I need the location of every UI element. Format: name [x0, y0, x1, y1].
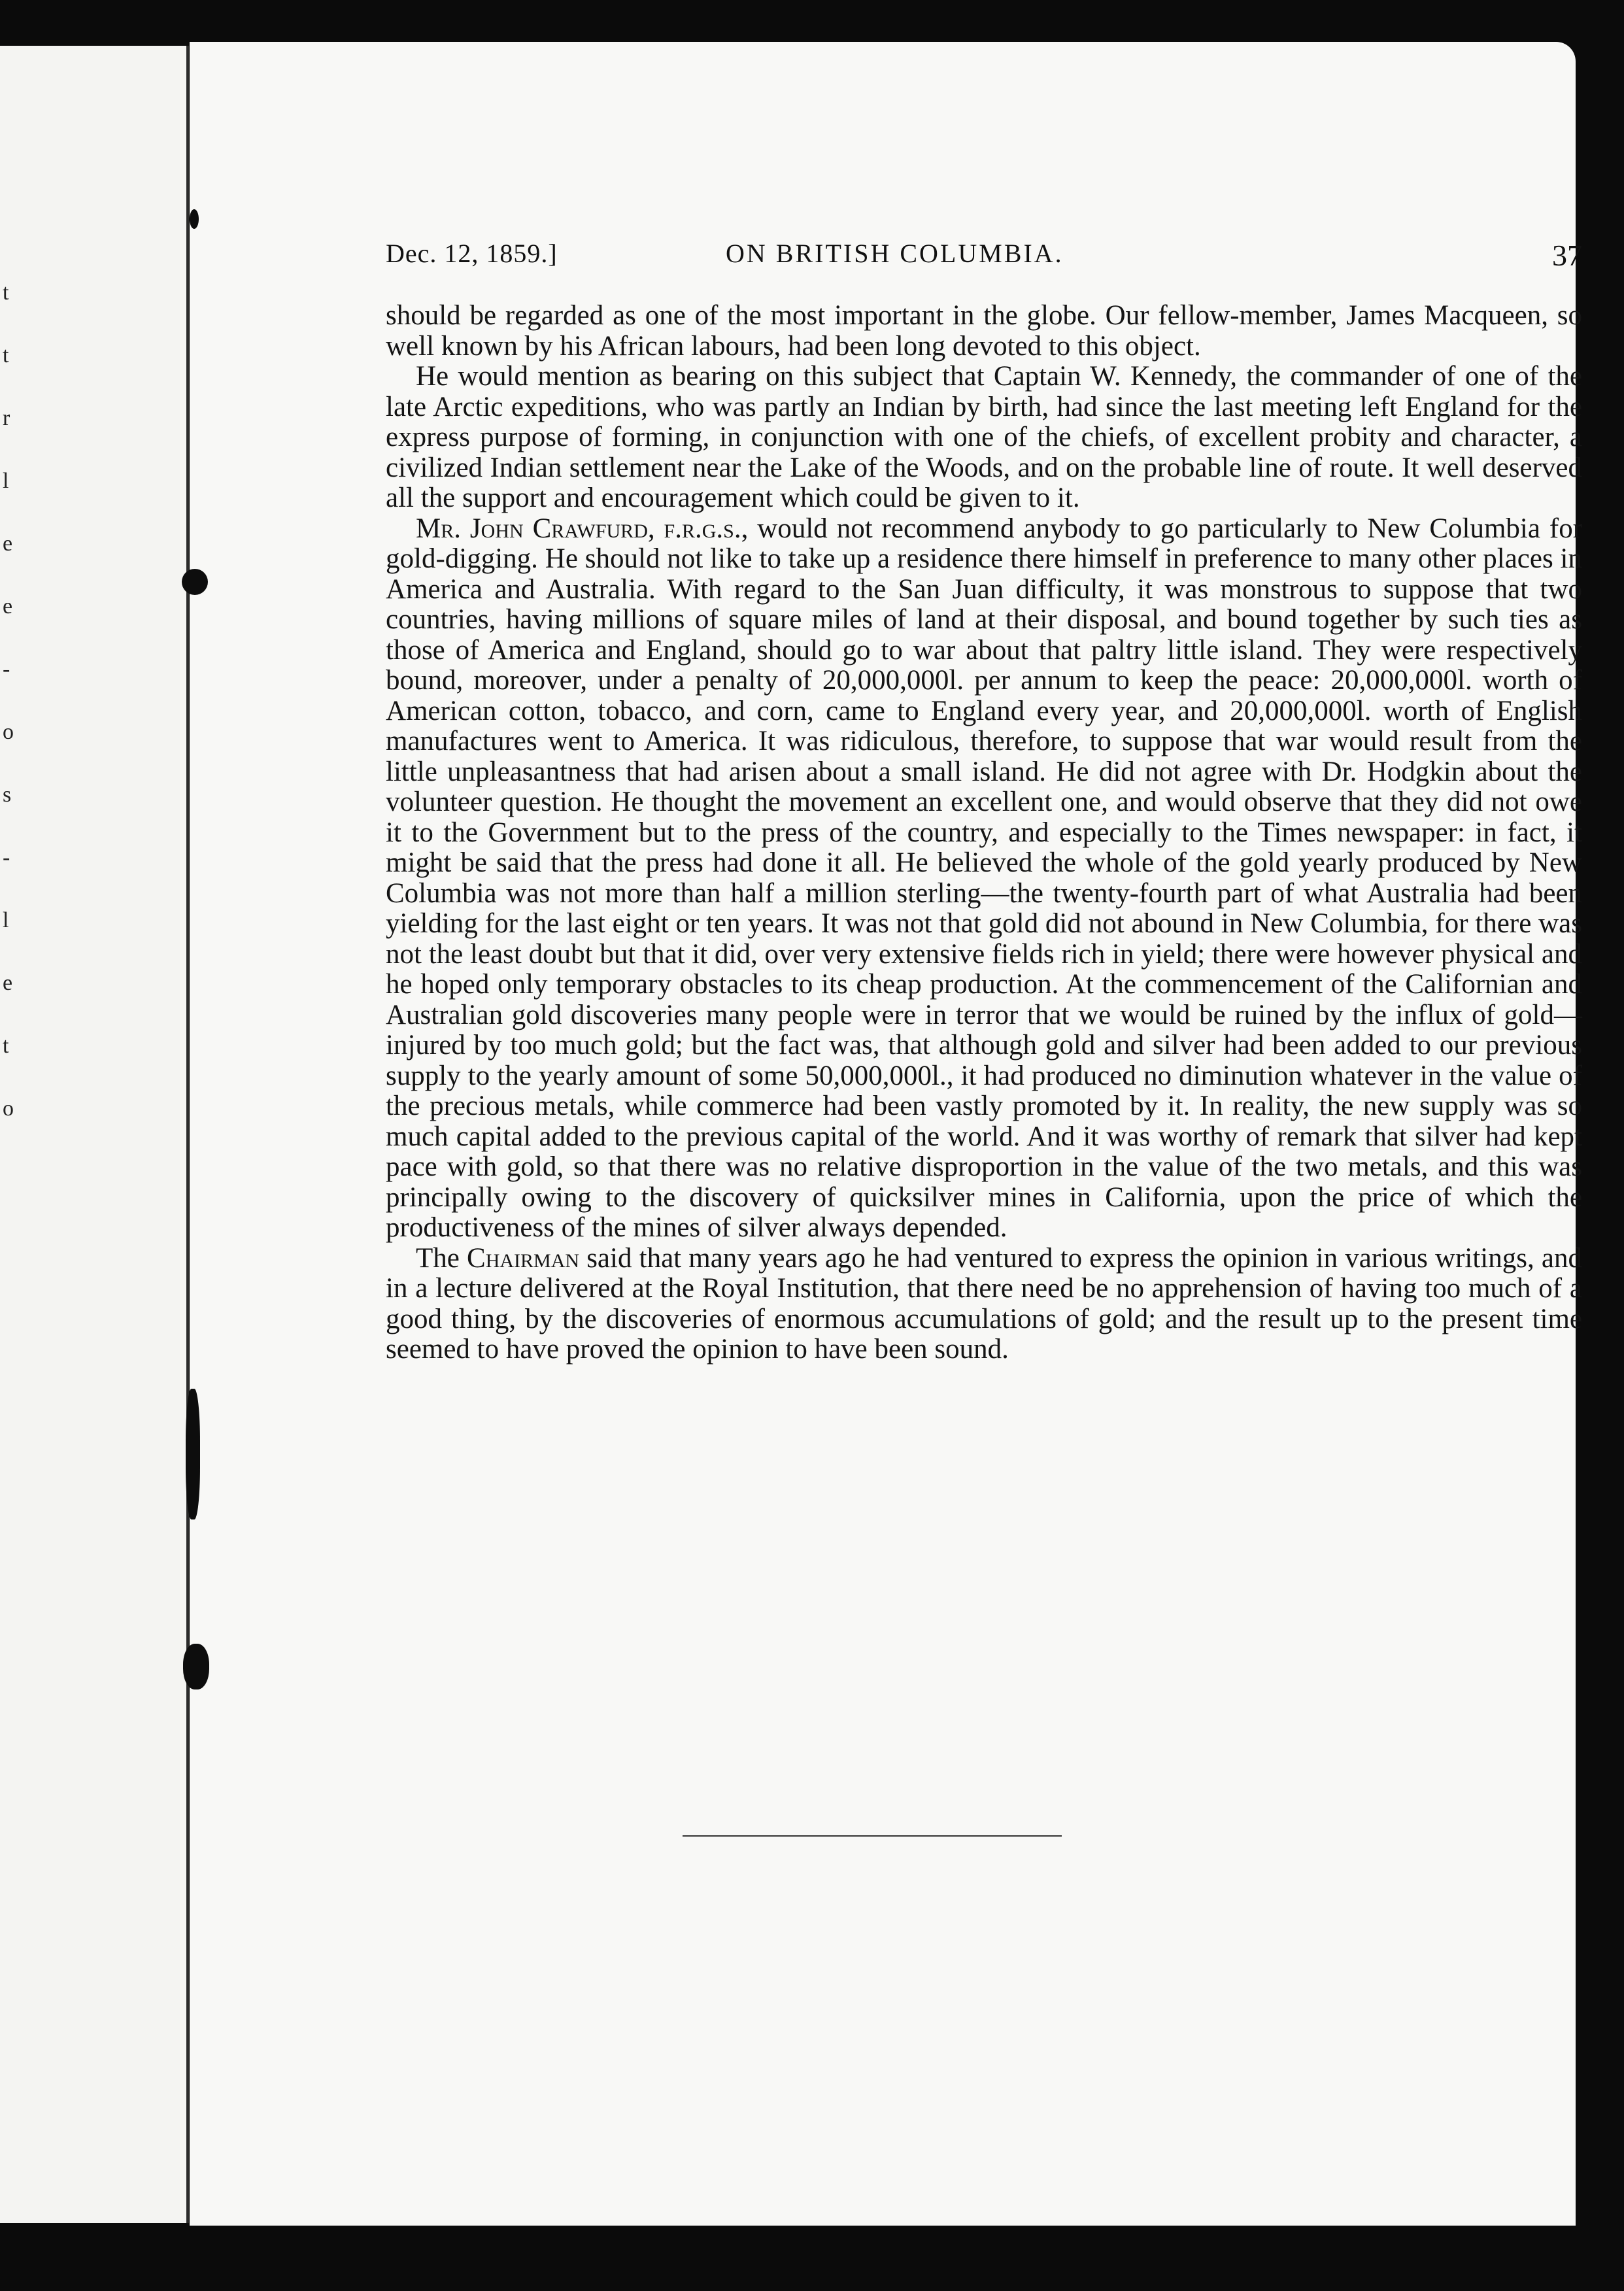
margin-letter: e [3, 532, 13, 556]
header-date: Dec. 12, 1859.] [386, 239, 558, 268]
facing-page-edge [0, 46, 189, 2223]
paragraph-text: He would mention as bearing on this subject that Captain W. Kennedy, the commander of one of the late Arctic expeditions, who was partly an Indian by birth, had since the last meeting left England for the express purpose of forming, in conjunction with one of the chiefs, of excellent probity and character, a civilized Indian settlement near the Lake of the Woods, and on the probable line of route. It well deserved all the support and encouragement which could be given to it. [386, 361, 1582, 513]
margin-letter: - [3, 845, 10, 870]
margin-letter: t [3, 343, 9, 367]
ink-blot [182, 569, 208, 595]
margin-letter: r [3, 406, 10, 430]
paragraph-text: would not recommend anybody to go particularly to New Columbia for gold-digging. He should not like to take up a residence there himself in preference to many other places in America and Australia. With regard to the San Juan difficulty, it was monstrous to suppose that two countries, having millions of square miles of land at their disposal, and bound together by such ties as those of America and England, should go to war about that paltry little island. They were respectively bound, moreover, under a penalty of 20,000,000l. per annum to keep the peace: 20,000,000l. worth of American cotton, tobacco, and corn, came to England every year, and 20,000,000l. worth of English manufactures went to America. It was ridiculous, therefore, to suppose that war would result from the little unpleasantness that had arisen about a small island. He did not agree with Dr. Hodgkin about the volunteer question. He thought the movement an excellent one, and would observe that they did not owe it to the Government but to the press of the country, and especially to the Times newspaper: in fact, it might be said that the press had done it all. He believed the whole of the gold yearly produced by New Columbia was not more than half a million sterling—the twenty-fourth part of what Australia had been yielding for the last eight or ten years. It was not that gold did not abound in New Columbia, for there was not the least doubt but that it did, over very extensive fields rich in yield; there were however physical and he hoped only temporary obstacles to its cheap production. At the commencement of the Californian and Australian gold discoveries many people were in terror that we would be ruined by the influx of gold—injured by too much gold; but the fact was, that although gold and silver had been added to our previous supply to the yearly amount of some 50,000,000l., it had produced no diminution whatever in the value of the precious metals, while commerce had been vastly promoted by it. In reality, the new supply was so much capital added to the previous capital of the world. And it was worthy of remark that silver had kept pace with gold, so that there was no relative disproportion in the value of the two metals, and this was principally owing to the discovery of quicksilver mines in California, upon the price of which the productiveness of the mines of silver always depended. [386, 513, 1583, 1243]
margin-letter: l [3, 908, 9, 932]
header-title: ON BRITISH COLUMBIA. [726, 239, 1064, 268]
book-page [190, 42, 1583, 2226]
paragraph-lead-in: The [416, 1242, 467, 1274]
ink-blot [186, 1389, 200, 1519]
paragraph-crawfurd [386, 514, 1582, 1244]
margin-letter: e [3, 971, 13, 995]
section-divider [683, 1835, 1062, 1837]
running-header [386, 238, 1582, 277]
margin-letter: - [3, 657, 10, 681]
margin-letter: s [3, 783, 12, 807]
ink-blot [190, 209, 199, 229]
margin-letter: t [3, 280, 9, 305]
margin-letter: o [3, 720, 14, 744]
paragraph-text: should be regarded as one of the most important in the globe. Our fellow-member, James Macqueen, so well known by his African labours, had been long devoted to this object. [386, 300, 1582, 362]
paragraph-text: said that many years ago he had ventured to express the opinion in various writings, and in a lecture delivered at the Royal Institution, that there need be no apprehension of having too much of a good thing, by the discoveries of enormous accumulations of gold; and the result up to the present time seemed to have proved the opinion to have been sound. [386, 1242, 1582, 1365]
margin-letter: e [3, 594, 13, 619]
body-text [386, 301, 1582, 1365]
facing-page-margin-letters [3, 262, 16, 1140]
paragraph-kennedy [386, 362, 1582, 514]
margin-letter: o [3, 1096, 14, 1121]
speaker-name: Chairman [467, 1242, 580, 1274]
paragraph-continued [386, 301, 1582, 362]
margin-letter: l [3, 469, 9, 493]
speaker-name: Mr. John Crawfurd, f.r.g.s., [416, 513, 749, 544]
ink-blot [183, 1644, 209, 1689]
margin-letter: t [3, 1034, 9, 1058]
page-number: 37 [1552, 239, 1582, 272]
paragraph-chairman [386, 1244, 1582, 1365]
